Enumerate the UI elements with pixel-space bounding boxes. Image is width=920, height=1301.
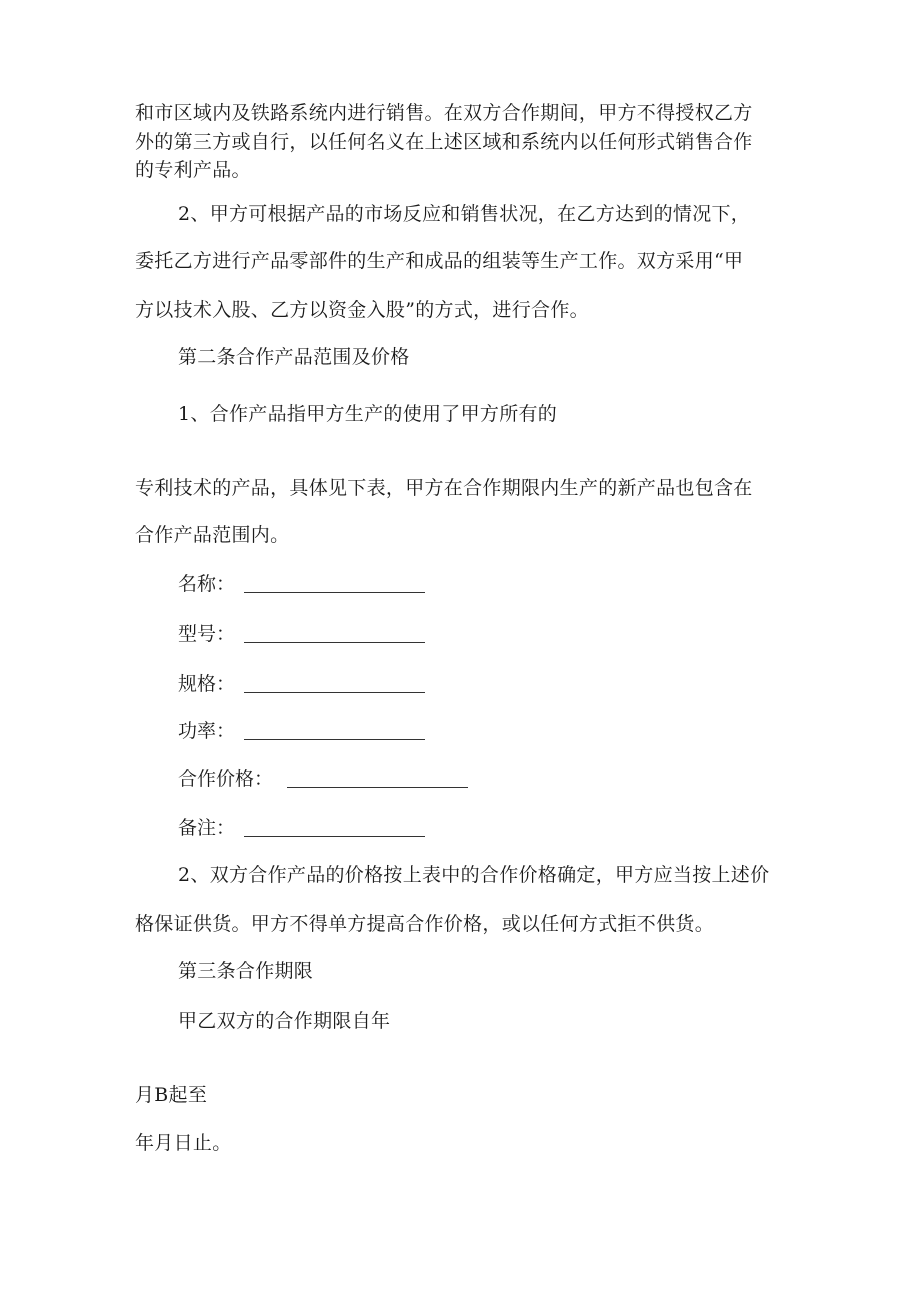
article-2-title: 第二条合作产品范围及价格 <box>178 346 410 368</box>
field-model-blank <box>244 642 425 643</box>
field-price-blank <box>287 787 468 788</box>
field-price <box>178 767 468 791</box>
paragraph-4-line-2: 格保证供货。甲方不得单方提高合作价格，或以任何方式拒不供货。 <box>135 913 715 935</box>
field-remark-blank <box>244 836 425 837</box>
paragraph-3-line-3: 合作产品范围内。 <box>135 524 290 546</box>
paragraph-1-line-2: 外的第三方或自行，以任何名义在上述区域和系统内以任何形式销售合作 <box>135 131 753 153</box>
field-name <box>178 572 425 596</box>
field-spec-blank <box>244 692 425 693</box>
field-power-label: 功率： <box>178 720 236 742</box>
paragraph-5-line-1: 甲乙双方的合作期限自年 <box>178 1010 391 1032</box>
field-spec <box>178 672 425 696</box>
field-remark <box>178 816 425 840</box>
field-power-blank <box>244 739 425 740</box>
paragraph-1-line-1: 和市区域内及铁路系统内进行销售。在双方合作期间，甲方不得授权乙方 <box>135 102 753 124</box>
field-spec-label: 规格： <box>178 673 236 695</box>
field-price-label: 合作价格： <box>178 768 274 790</box>
paragraph-5-line-3: 年月日止。 <box>135 1132 232 1154</box>
article-3-title: 第三条合作期限 <box>178 960 314 982</box>
field-model <box>178 622 425 646</box>
field-name-label: 名称： <box>178 573 236 595</box>
paragraph-3-line-2: 专利技术的产品，具体见下表，甲方在合作期限内生产的新产品也包含在 <box>135 477 753 499</box>
paragraph-1-line-3: 的专利产品。 <box>135 159 251 181</box>
field-model-label: 型号： <box>178 623 236 645</box>
paragraph-4-line-1: 2、双方合作产品的价格按上表中的合作价格确定，甲方应当按上述价 <box>178 864 770 886</box>
paragraph-2-line-1: 2、甲方可根据产品的市场反应和销售状况，在乙方达到的情况下， <box>178 203 751 225</box>
paragraph-2-line-3: 方以技术入股、乙方以资金入股”的方式，进行合作。 <box>135 299 589 321</box>
paragraph-2-line-2: 委托乙方进行产品零部件的生产和成品的组装等生产工作。双方采用“甲 <box>135 250 744 272</box>
paragraph-3-line-1: 1、合作产品指甲方生产的使用了甲方所有的 <box>178 403 558 425</box>
paragraph-5-line-2: 月B起至 <box>135 1084 208 1106</box>
field-remark-label: 备注： <box>178 817 236 839</box>
field-power <box>178 719 425 743</box>
field-name-blank <box>244 592 425 593</box>
